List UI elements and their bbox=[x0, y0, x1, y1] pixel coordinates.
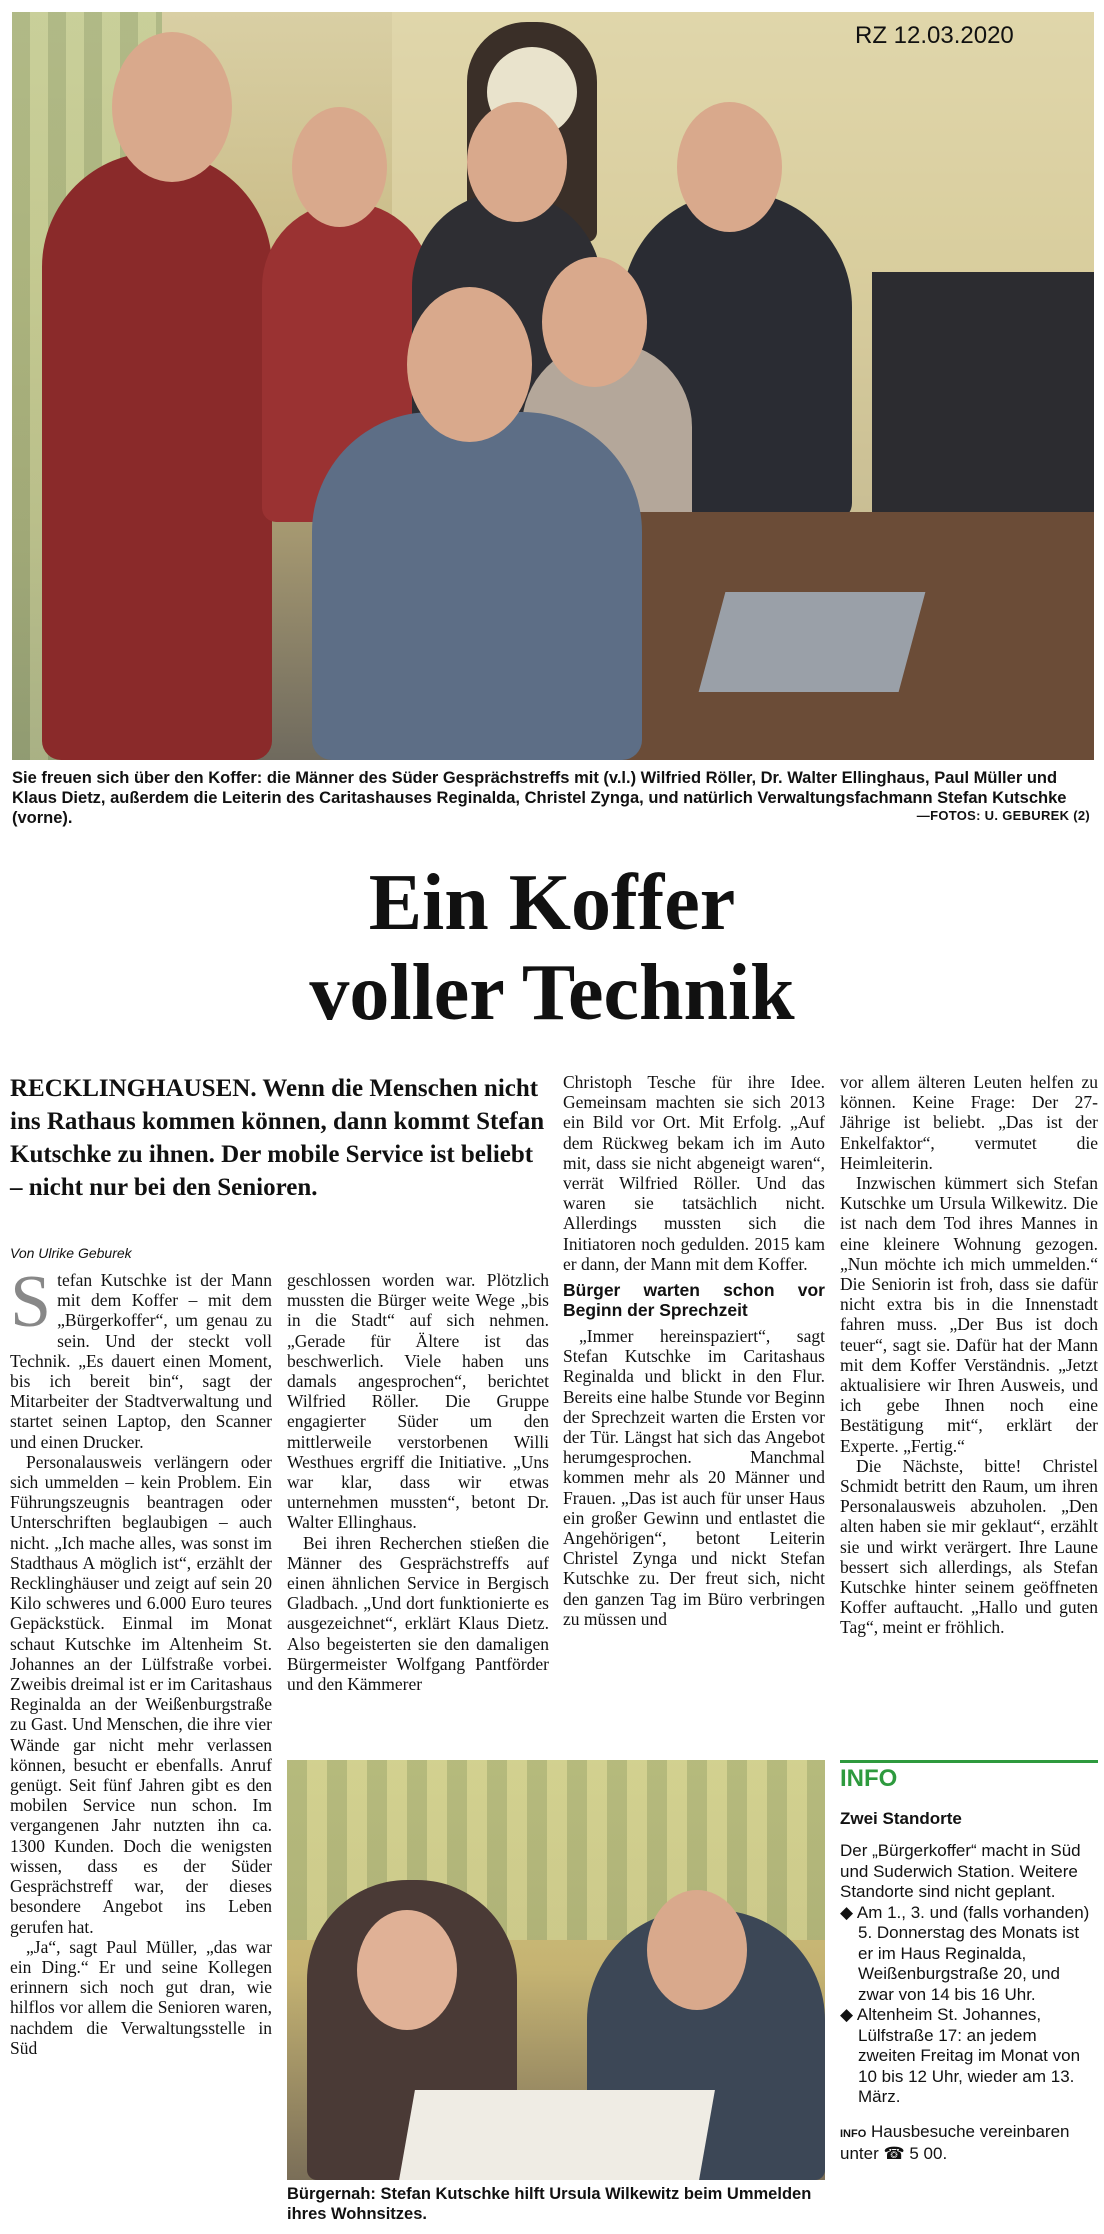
man-face bbox=[647, 1890, 747, 2010]
person-1 bbox=[42, 152, 272, 760]
date-stamp: RZ 12.03.2020 bbox=[855, 22, 1014, 49]
person-3-head bbox=[467, 102, 567, 222]
column-3 bbox=[563, 1072, 825, 1629]
info-body bbox=[840, 1841, 1098, 2108]
col4-paragraph-3: Die Nächste, bitte! Christel Schmidt betritt den Raum, um ihren Personalausweis abzuholen. „Den alten haben sie mir geklaut“, erzählt sie und wirkt verärgert. Ihre Laune bessert sich allerdings, als Stefan Kutschke hinter seinem geöffneten Koffer auftaucht. „Hallo und guten Tag“, meint er fröhlich. bbox=[840, 1455, 1098, 1638]
service-photo-caption: Bürgernah: Stefan Kutschke hilft Ursula Wilkewitz beim Ummelden ihres Wohnsitzes. bbox=[287, 2185, 812, 2223]
info-bullet-2: ◆ Altenheim St. Johannes, Lülfstraße 17: an jedem zweiten Freitag im Monat von 10 bis 12 Uhr, wieder am 13. März. bbox=[840, 2005, 1081, 2106]
byline: Von Ulrike Geburek bbox=[10, 1245, 132, 1261]
photo-credit: —FOTOS: U. GEBUREK (2) bbox=[916, 808, 1090, 823]
person-1-head bbox=[112, 32, 232, 182]
col4-paragraph-1: vor allem älteren Leuten helfen zu können. Keine Frage: Der 27-Jährige ist beliebt. „Das ist der Enkelfaktor“, vermutet die Heimleiterin. bbox=[840, 1072, 1098, 1173]
col4-paragraph-2: Inzwischen kümmert sich Stefan Kutschke um Ursula Wilkewitz. Die ist nach dem Tod ihres Mannes in eine kleinere Wohnung gezogen. „Nun möchte ich mich ummelden.“ Die Seniorin ist froh, dass sie dafür nicht extra bis in die Innenstadt fahren muss. „Der Bus ist doch teuer“, sagt sie. Dafür hat der Mann mit dem Koffer Verständnis. „Jetzt aktualisiere wir Ihren Ausweis, und ich gebe Ihnen noch eine Bestätigung mit“, erklärt der Experte. „Fertig.“ bbox=[840, 1173, 1098, 1456]
col1-paragraph-1: tefan Kutschke ist der Mann mit dem Koffer – mit dem „Bürgerkoffer“, um genau zu sein. Und der steckt voll Technik. „Es dauert einen Moment, bis ich bereit bin“, sagt der Mitarbeiter der Stadtverwaltung und startet seinen Laptop, den Scanner und einen Drucker. bbox=[10, 1270, 272, 1452]
document-paper bbox=[399, 2090, 715, 2180]
info-foot-text: Hausbesuche vereinbaren unter ☎ 5 00. bbox=[840, 2121, 1070, 2163]
person-4-head bbox=[677, 102, 782, 232]
person-6-head bbox=[407, 287, 532, 442]
woman-face bbox=[357, 1910, 457, 2030]
info-box bbox=[840, 1760, 1098, 2164]
col1-paragraph-2: Personalausweis verlängern oder sich ummelden – kein Problem. Ein Führungszeugnis beantragen oder Unterschriften beglaubigen – auch nicht. „Ich mache alles, was sonst im Stadthaus A möglich ist“, erzählt der Recklinghäuser und zeigt auf sein 20 Kilo schweres und 6.000 Euro teures Gepäckstück. Einmal im Monat schaut Kutschke im Altenheim St. Johannes an der Lülfstraße vorbei. Zweibis dreimal ist er im Caritashaus Reginalda an der Weißenburgstraße zu Gast. Und Menschen, die ihre vier Wände gar nicht mehr verlassen können, besucht er ebenfalls. Anruf genügt. Seit fünf Jahren gibt es den mobilen Service nun schon. Im vergangenen Jahr nutzten ihn ca. 1300 Kunden. Doch die wenigsten wissen, dass es der Süder Gesprächstreff war, der dieses besondere Angebot ins Leben gerufen hat. bbox=[10, 1451, 272, 1937]
headline-line-1: Ein Koffer bbox=[368, 859, 736, 947]
laptop bbox=[699, 592, 926, 692]
col1-paragraph-3: „Ja“, sagt Paul Müller, „das war ein Ding.“ Er und seine Kollegen erinnern sich noch gut dran, wie hilflos vor allem die Senioren waren, nachdem die Verwaltungsstelle in Süd bbox=[10, 1936, 272, 2058]
service-photo bbox=[287, 1760, 825, 2180]
column-2 bbox=[287, 1270, 549, 1694]
group-photo bbox=[12, 12, 1094, 760]
headline bbox=[0, 858, 1104, 1038]
lead-paragraph: RECKLINGHAUSEN. Wenn die Menschen nicht ins Rathaus kommen können, dann kommt Stefan Kutschke zu ihnen. Der mobile Service ist beliebt – nicht nur bei den Senioren. bbox=[10, 1075, 545, 1201]
col3-paragraph-1: Christoph Tesche für ihre Idee. Gemeinsam machten sie sich 2013 ein Bild vor Ort. Mit Erfolg. „Auf dem Rückweg bekam ich im Auto mit, dass sie nicht abgeneigt waren“, verrät Wilfried Röller. Und das waren sie tatsächlich nicht. Allerdings mussten sich die Initiatoren noch gedulden. 2015 kam er dann, der Mann mit dem Koffer. bbox=[563, 1072, 825, 1274]
info-footer bbox=[840, 2122, 1098, 2164]
info-bullet-1: ◆ Am 1., 3. und (falls vorhanden) 5. Donnerstag des Monats ist er im Haus Reginalda, Weißenburgstraße 20, und zwar von 14 bis 16 Uhr. bbox=[840, 1902, 1090, 2004]
info-foot-tag: INFO bbox=[840, 2127, 867, 2140]
column-1 bbox=[10, 1261, 272, 2058]
column-4 bbox=[840, 1072, 1098, 1638]
subheading: Bürger warten schon vor Beginn der Sprechzeit bbox=[563, 1280, 825, 1321]
info-intro: Der „Bürgerkoffer“ macht in Süd und Suderwich Station. Weitere Standorte sind nicht geplant. bbox=[840, 1841, 1081, 1901]
person-5-head bbox=[542, 257, 647, 387]
person-6 bbox=[312, 412, 642, 760]
col2-paragraph-2: Bei ihren Recherchen stießen die Männer des Gesprächstreffs auf einen ähnlichen Service in Bergisch Gladbach. „Und dort funktionierte es ausgezeichnet“, erklärt Klaus Dietz. Also begeisterten sie den damaligen Bürgermeister Wolfgang Pantförder und den Kämmerer bbox=[287, 1532, 549, 1695]
info-subtitle: Zwei Standorte bbox=[840, 1809, 962, 1828]
photo-caption: Sie freuen sich über den Koffer: die Männer des Süder Gesprächstreffs mit (v.l.) Wilfried Röller, Dr. Walter Ellinghaus, Paul Müller und Klaus Dietz, außerdem die Leiterin des Caritashauses Reginalda, Christel Zynga, und natürlich Verwaltungsfachmann Stefan Kutschke (vorne). bbox=[12, 769, 1067, 827]
col3-paragraph-2: „Immer hereinspaziert“, sagt Stefan Kutschke im Caritashaus Reginalda und blickt in den Flur. Bereits eine halbe Stunde vor Beginn der Sprechzeit warten die Ersten vor der Tür. Längst hat sich das Angebot herumgesprochen. Manchmal kommen mehr als 20 Männer und Frauen. „Das ist auch für unser Haus ein großer Gewinn und entlastet die Angehörigen“, betont Leiterin Christel Zynga und nickt Stefan Kutschke zu. Der freut sich, nicht den ganzen Tag im Büro verbringen zu müssen und bbox=[563, 1326, 825, 1629]
info-title: INFO bbox=[840, 1760, 1098, 1793]
drop-cap: S bbox=[10, 1261, 52, 1343]
col2-paragraph-1: geschlossen worden war. Plötzlich mussten die Bürger weite Wege „bis in die Stadt“ auf sich nehmen. „Gerade für Ältere ist das beschwerlich. Viele haben uns damals angesprochen“, berichtet Wilfried Röller. Die Gruppe engagierter Süder um den mittlerweile verstorbenen Willi Westhues ergriff die Initiative. „Uns war klar, dass wir etwas unternehmen mussten“, betont Dr. Walter Ellinghaus. bbox=[287, 1270, 549, 1533]
person-2-head bbox=[292, 107, 387, 227]
headline-line-2: voller Technik bbox=[309, 949, 795, 1037]
